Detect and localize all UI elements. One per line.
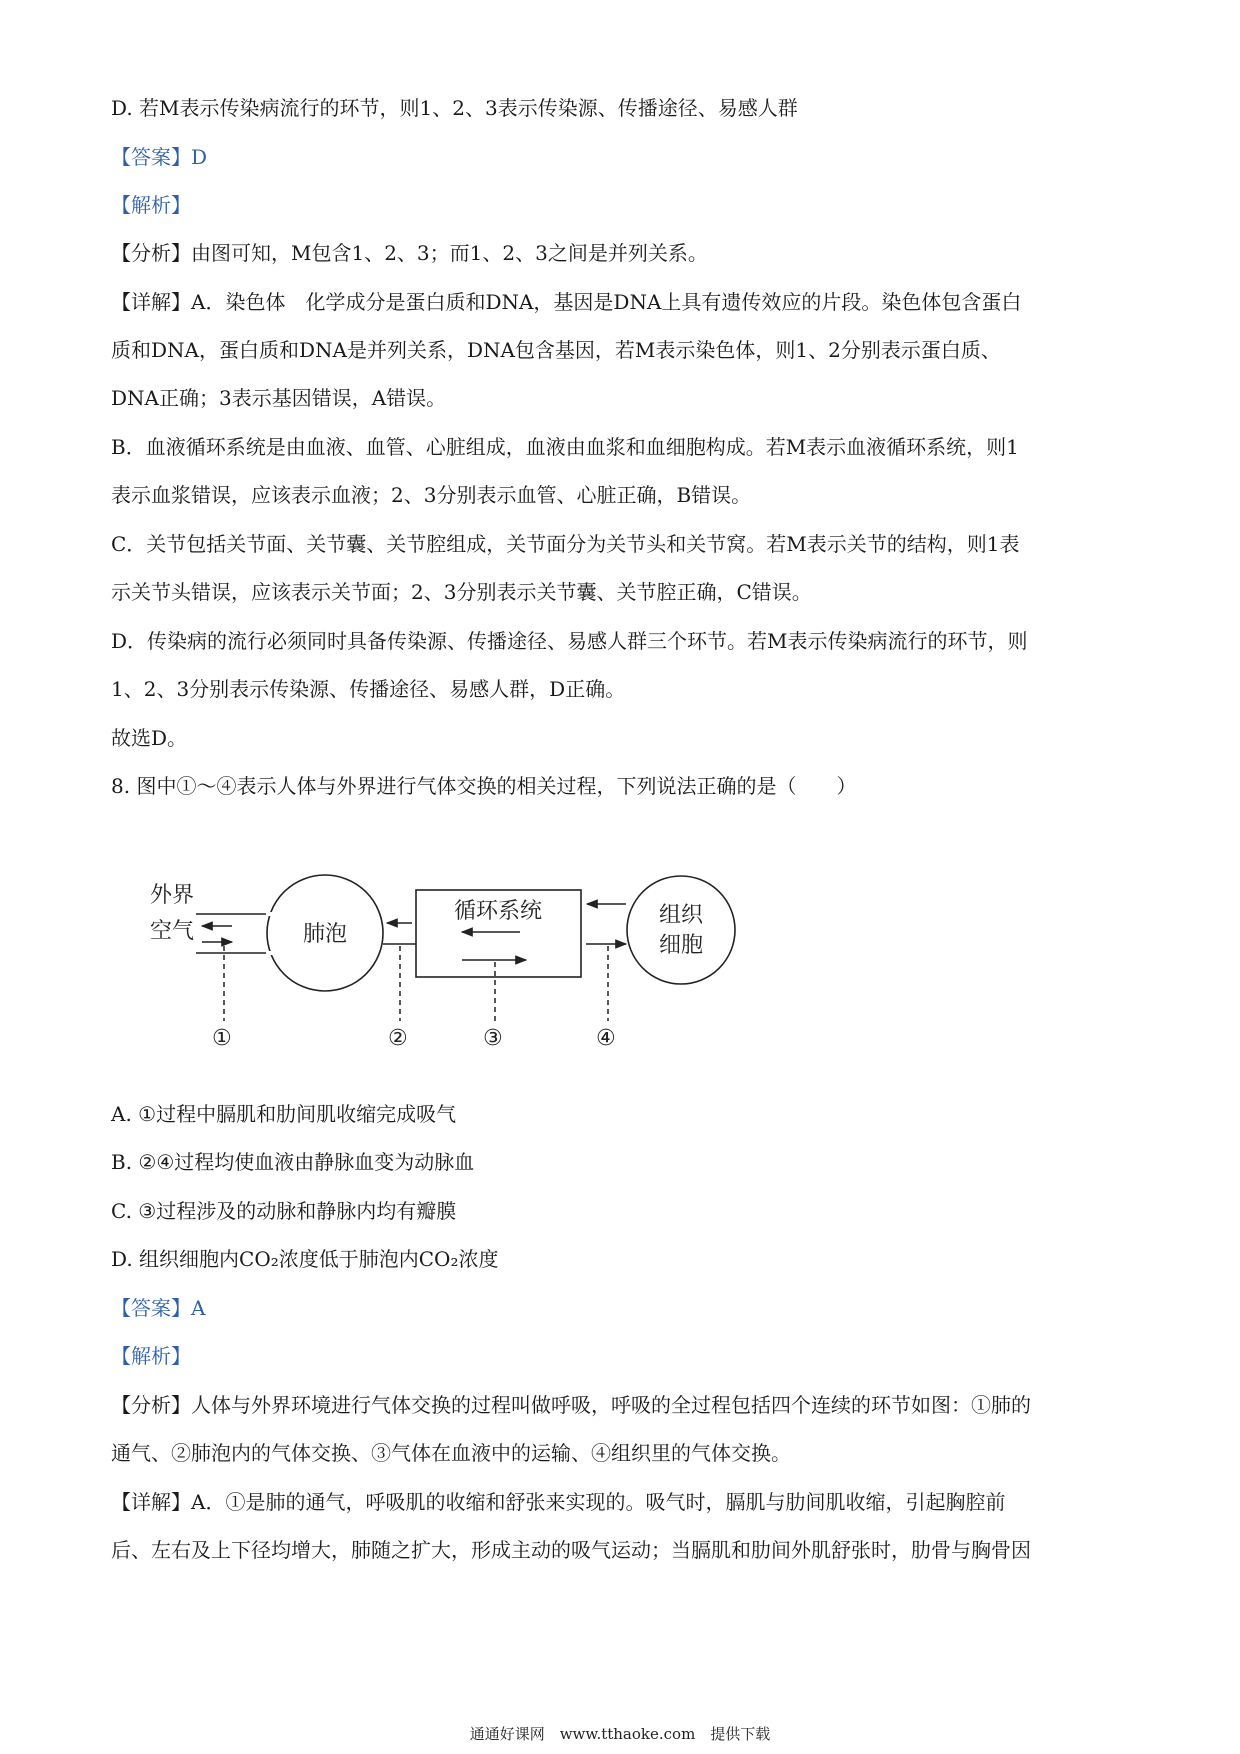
tissue-cell-label: 细胞: [659, 933, 704, 958]
answer-label: 【答案】D: [111, 145, 208, 169]
detail-line: DNA正确；3表示基因错误，A错误。: [111, 386, 447, 410]
option-c: C. ③过程涉及的动脉和静脉内均有瓣膜: [111, 1199, 457, 1223]
option-a: A. ①过程中膈肌和肋间肌收缩完成吸气: [111, 1102, 457, 1126]
alveoli-label: 肺泡: [303, 922, 348, 947]
analysis-heading: 【解析】: [111, 193, 191, 217]
analysis-heading: 【解析】: [111, 1344, 191, 1368]
detail-line: B．血液循环系统是由血液、血管、心脏组成，血液由血浆和血细胞构成。若M表示血液循环系统，则1: [111, 435, 1019, 459]
outside-air-label: 空气: [150, 919, 195, 944]
conclusion-line: 故选D。: [111, 726, 188, 750]
detail-line: C．关节包括关节面、关节囊、关节腔组成，关节面分为关节头和关节窝。若M表示关节的结构，则1表: [111, 532, 1020, 556]
question-8: 8. 图中①～④表示人体与外界进行气体交换的相关过程，下列说法正确的是（ ）: [111, 774, 857, 798]
detail-line: 质和DNA，蛋白质和DNA是并列关系，DNA包含基因，若M表示染色体，则1、2分别表示蛋白质、: [111, 338, 1001, 362]
detail-line: 后、左右及上下径均增大，肺随之扩大，形成主动的吸气运动；当膈肌和肋间外肌舒张时，肋骨与胸骨因: [111, 1538, 1031, 1562]
footer-watermark[interactable]: 通通好课网 www.tthaoke.com 提供下载: [469, 1725, 771, 1743]
detail-line: 【详解】A．①是肺的通气，呼吸肌的收缩和舒张来实现的。吸气时，膈肌与肋间肌收缩，引起胸腔前: [111, 1490, 1006, 1514]
detail-line: D．传染病的流行必须同时具备传染源、传播途径、易感人群三个环节。若M表示传染病流行的环节，则: [111, 629, 1028, 653]
analysis-text: 通气、②肺泡内的气体交换、③气体在血液中的运输、④组织里的气体交换。: [111, 1441, 791, 1465]
tissue-cell-circle: [627, 876, 735, 984]
line-d-option: D. 若M表示传染病流行的环节，则1、2、3表示传染源、传播途径、易感人群: [111, 96, 798, 120]
answer-label: 【答案】A: [111, 1296, 206, 1320]
analysis-text: 【分析】由图可知，M包含1、2、3；而1、2、3之间是并列关系。: [111, 241, 708, 265]
process-2-label: ②: [388, 1026, 408, 1051]
option-b: B. ②④过程均使血液由静脉血变为动脉血: [111, 1150, 475, 1174]
detail-line: 示关节头错误，应该表示关节面；2、3分别表示关节囊、关节腔正确，C错误。: [111, 580, 812, 604]
detail-line: 【详解】A．染色体 化学成分是蛋白质和DNA，基因是DNA上具有遗传效应的片段。染色体包含蛋白: [111, 290, 1022, 314]
tissue-cell-label: 组织: [659, 903, 704, 928]
process-1-label: ①: [212, 1026, 232, 1051]
circulation-label: 循环系统: [454, 899, 543, 924]
detail-line: 表示血浆错误，应该表示血液；2、3分别表示血管、心脏正确，B错误。: [111, 483, 752, 507]
process-4-label: ④: [596, 1026, 616, 1051]
outside-air-label: 外界: [150, 883, 195, 908]
option-d: D. 组织细胞内CO₂浓度低于肺泡内CO₂浓度: [111, 1247, 499, 1271]
process-3-label: ③: [483, 1026, 503, 1051]
gas-exchange-diagram: [140, 858, 780, 1068]
detail-line: 1、2、3分别表示传染源、传播途径、易感人群，D正确。: [111, 677, 626, 701]
analysis-text: 【分析】人体与外界环境进行气体交换的过程叫做呼吸，呼吸的全过程包括四个连续的环节如图：①肺的: [111, 1393, 1031, 1417]
